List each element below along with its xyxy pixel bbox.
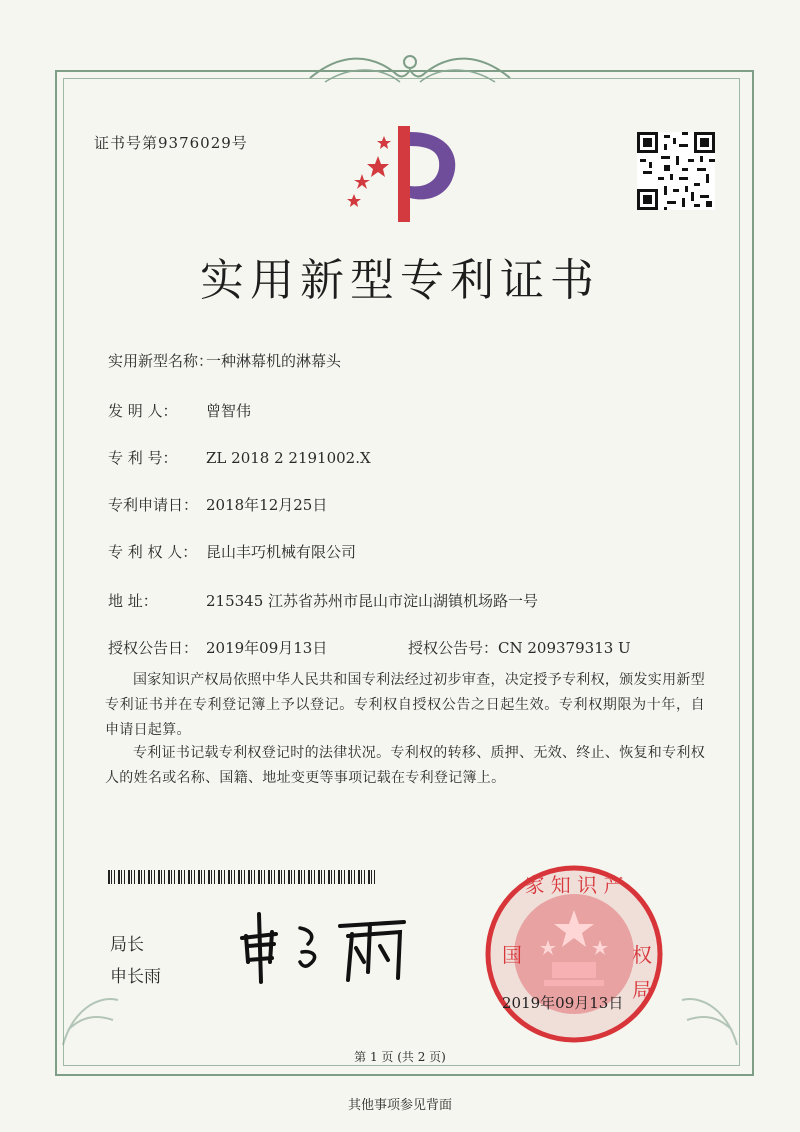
field-label: 专 利 号： xyxy=(108,449,178,467)
field-inventor xyxy=(108,400,251,421)
certificate-number: 证书号第9376029号 xyxy=(94,134,248,152)
field-value: 昆山丰巧机械有限公司 xyxy=(206,543,357,561)
statement-paragraph-1: 国家知识产权局依照中华人民共和国专利法经过初步审查，决定授予专利权，颁发实用新型专利证书并在专利登记簿上予以登记。专利权自授权公告之日起生效。专利权期限为十年，自申请日起算。 xyxy=(105,672,705,738)
svg-text:国: 国 xyxy=(502,943,522,967)
official-seal xyxy=(482,862,667,1047)
field-value: 一种淋幕机的淋幕头 xyxy=(206,352,342,370)
field-address xyxy=(108,590,538,611)
barcode xyxy=(108,870,378,884)
field-patent-number xyxy=(108,447,371,468)
footer-note: 其他事项参见背面 xyxy=(347,1098,452,1113)
field-value: CN 209379313 U xyxy=(498,639,631,657)
field-label: 发 明 人： xyxy=(108,402,178,420)
field-grant-publication-number xyxy=(408,637,631,658)
director-title: 局长 xyxy=(110,935,144,955)
seal-date: 2019年09月13日 xyxy=(502,994,624,1012)
field-label: 地 址： xyxy=(108,592,158,610)
field-label: 专利申请日： xyxy=(108,496,199,514)
field-application-date xyxy=(108,494,327,515)
cnipa-logo xyxy=(340,118,470,228)
qr-code xyxy=(637,132,715,210)
svg-text:家 知 识 产: 家 知 识 产 xyxy=(524,873,624,897)
certificate-title: 实用新型专利证书 xyxy=(200,255,600,306)
field-utility-model-name xyxy=(108,350,341,371)
field-value: 215345 江苏省苏州市昆山市淀山湖镇机场路一号 xyxy=(206,592,539,610)
field-grant-date xyxy=(108,637,327,658)
field-value: 曾智伟 xyxy=(206,402,252,420)
field-patentee xyxy=(108,541,356,562)
field-label: 专 利 权 人： xyxy=(108,543,198,561)
svg-text:权: 权 xyxy=(632,943,652,967)
field-label: 实用新型名称： xyxy=(108,352,214,370)
page-number: 第 1 页 (共 2 页) xyxy=(354,1050,446,1064)
field-value: ZL 2018 2 2191002.X xyxy=(206,449,371,467)
top-ornament xyxy=(300,48,520,94)
svg-text:局: 局 xyxy=(632,978,652,1002)
field-value: 2018年12月25日 xyxy=(206,496,328,514)
director-signature xyxy=(228,900,418,990)
field-value: 2019年09月13日 xyxy=(206,639,328,657)
director-name: 申长雨 xyxy=(110,967,161,987)
field-label: 授权公告号： xyxy=(408,639,499,657)
statement-paragraph-2: 专利证书记载专利权登记时的法律状况。专利权的转移、质押、无效、终止、恢复和专利权人的姓名或名称、国籍、地址变更等事项记载在专利登记簿上。 xyxy=(105,745,705,786)
field-label: 授权公告日： xyxy=(108,639,199,657)
